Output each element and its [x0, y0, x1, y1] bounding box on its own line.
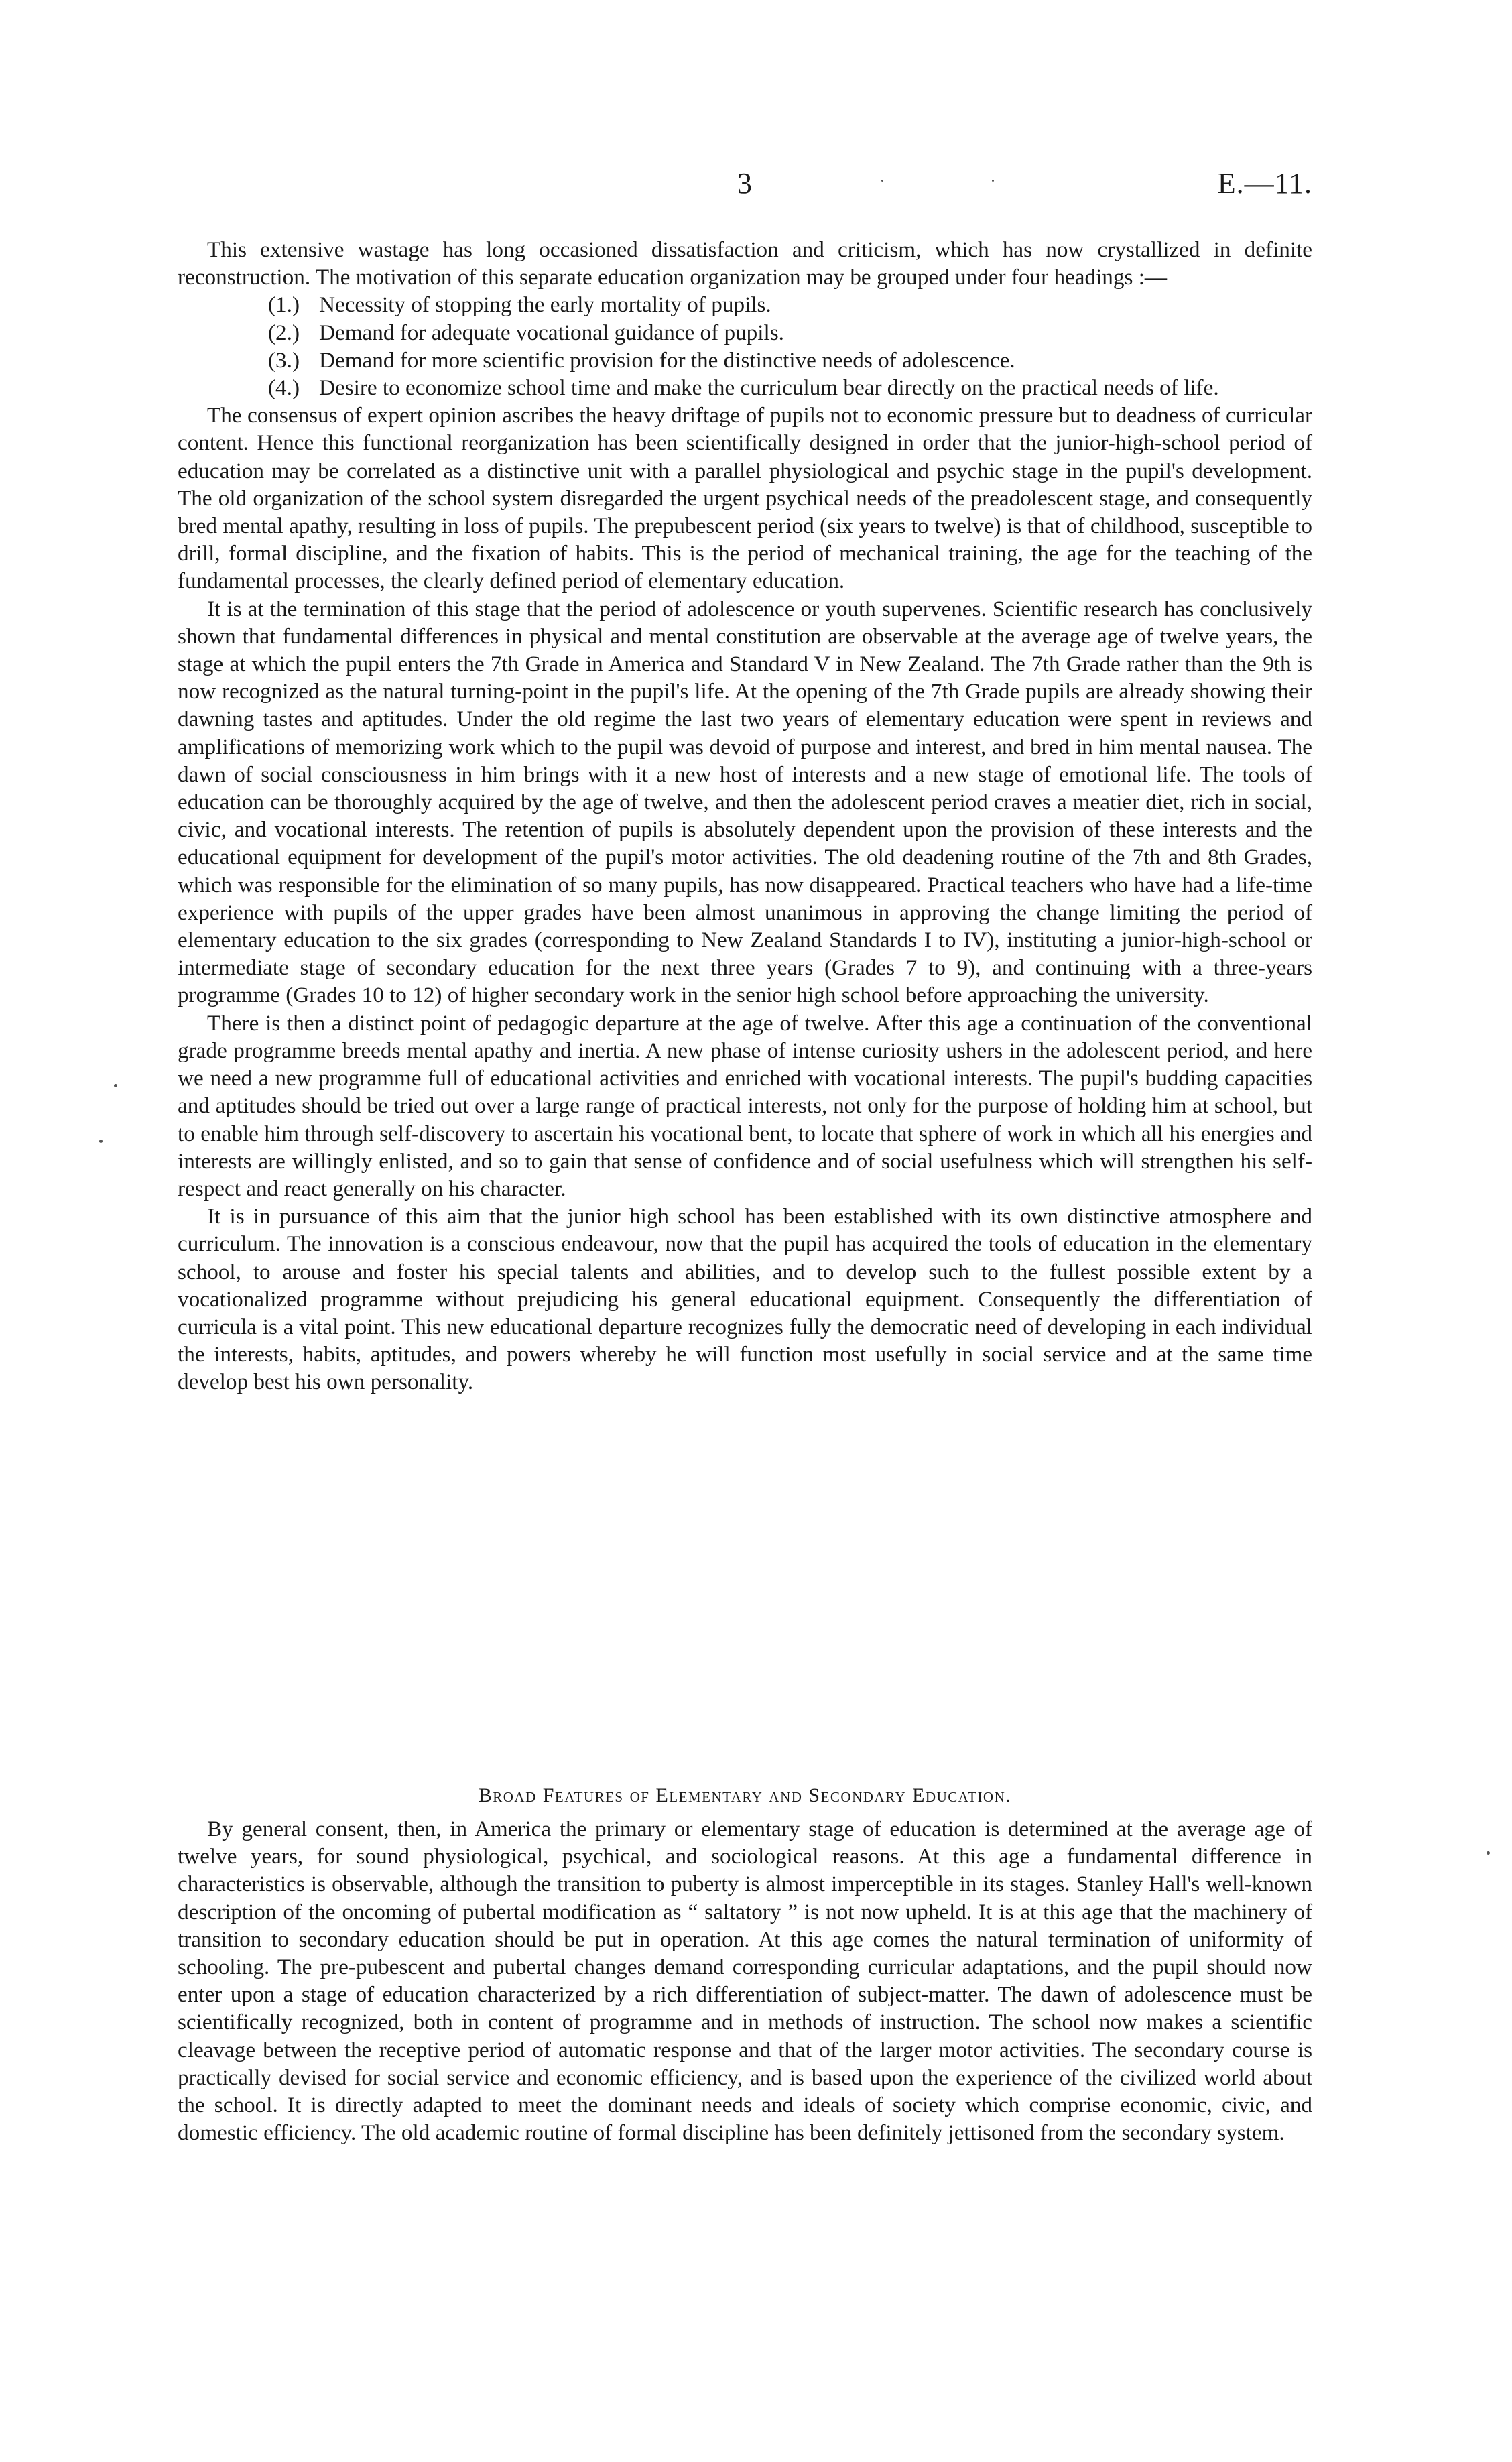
- body-paragraph: The consensus of expert opinion ascribes the heavy driftage of pupils not to economic pressure but to deadness of curricular content. Hence this functional reorganization has been scientifically designed in order that the junior-high-school period of education may be correlated as a distinctive unit with a parallel physiological and psychic stage in the pupil's development. The old organization of the school system disregarded the urgent psychical needs of the preadolescent stage, and consequently bred mental apathy, resulting in loss of pupils. The prepubescent period (six years to twelve) is that of childhood, susceptible to drill, formal discipline, and the fixation of habits. This is the period of mechanical training, the age for the teaching of the fundamental processes, the clearly defined period of elementary education.: [178, 403, 1312, 594]
- list-item-number: (2.): [268, 320, 300, 345]
- list-item-text: Demand for more scientific provision for the distinctive needs of adolescence.: [319, 347, 1015, 373]
- section-paragraph: By general consent, then, in America the primary or elementary stage of education is determined at the average age of twelve years, for sound physiological, psychical, and sociological reasons. At this age a fundamental difference in characteristics is observable, although the transition to puberty is almost imperceptible in its stages. Stanley Hall's well-known description of the oncoming of pubertal modification as “ saltatory ” is not now upheld. It is at this age that the machinery of transition to secondary education should be put in operation. At this age comes the natural termination of uniformity of schooling. The pre-pubescent and pubertal changes demand corresponding curricular adaptations, and the pupil should now enter upon a stage of education characterized by a rich differentiation of subject-matter. The dawn of adolescence must be scientifically recognized, both in content of programme and in methods of instruction. The school now makes a scientific cleavage between the receptive period of automatic response and that of the larger motor activities. The secondary course is practically devised for social service and economic efficiency, and is based upon the experience of the civilized world about the school. It is directly adapted to meet the dominant needs and ideals of society which comprise economic, civic, and domestic efficiency. The old academic routine of formal discipline has been definitely jettisoned from the secondary system.: [178, 1817, 1312, 2146]
- body-paragraph: It is at the termination of this stage that the period of adolescence or youth supervenes. Scientific research has conclusively shown that fundamental differences in physical and mental constitution are observable at the average age of twelve years, the stage at which the pupil enters the 7th Grade in America and Standard V in New Zealand. The 7th Grade rather than the 9th is now recognized as the natural turning-point in the pupil's life. At the opening of the 7th Grade pupils are already showing their dawning tastes and aptitudes. Under the old regime the last two years of elementary education were spent in reviews and amplifications of memorizing work which to the pupil was devoid of purpose and interest, and bred in him mental nausea. The dawn of social consciousness in him brings with it a new host of interests and a new stage of emotional life. The tools of education can be thoroughly acquired by the age of twelve, and then the adolescent period craves a meatier diet, rich in social, civic, and vocational interests. The retention of pupils is absolutely dependent upon the provision of these interests and the educational equipment for development of the pupil's motor activities. The old deadening routine of the 7th and 8th Grades, which was responsible for the elimination of so many pupils, has now disappeared. Practical teachers who have had a life-time experience with pupils of the upper grades have been almost unanimous in approving the change limiting the period of elementary education to the six grades (corresponding to New Zealand Standards I to IV), instituting a junior-high-school or intermediate stage of secondary education for the next three years (Grades 7 to 9), and continuing with a three-years programme (Grades 10 to 12) of higher secondary work in the senior high school before approaching the university.: [178, 596, 1312, 1008]
- list-item-text: Demand for adequate vocational guidance of pupils.: [319, 320, 784, 345]
- list-item-number: (1.): [268, 292, 300, 318]
- body-paragraph: There is then a distinct point of pedagogic departure at the age of twelve. After this age a continuation of the conventional grade programme breeds mental apathy and inertia. A new phase of intense curiosity ushers in the adolescent period, and here we need a new programme full of educational activities and enriched with vocational interests. The pupil's budding capacities and aptitudes should be tried out over a large range of practical interests, not only for the purpose of holding him at school, but to enable him through self-discovery to ascertain his vocational bent, to locate that sphere of work in which all his energies and interests are willingly enlisted, and so to gain that sense of confidence and of social usefulness which will strengthen his self-respect and react generally on his character.: [178, 1010, 1312, 1201]
- margin-speck: [881, 180, 883, 182]
- headings-list: [178, 291, 1312, 402]
- list-item-number: (3.): [268, 347, 300, 373]
- body-paragraph: It is in pursuance of this aim that the junior high school has been established with its own distinctive atmosphere and curriculum. The innovation is a conscious endeavour, now that the pupil has acquired the tools of education in the elementary school, to arouse and foster his special talents and abilities, and to develop such to the fullest possible extent by a vocationalized programme without prejudicing his general educational equipment. Consequently the differentiation of curricula is a vital point. This new educational departure recognizes fully the democratic need of developing in each individual the interests, habits, aptitudes, and powers whereby he will function most usefully in social service and at the same time develop best his own personality.: [178, 1204, 1312, 1395]
- list-item-text: Desire to economize school time and make the curriculum bear directly on the practical needs of life.: [319, 375, 1219, 401]
- section-body: [178, 1815, 1312, 2146]
- margin-speck: [114, 1084, 117, 1087]
- margin-speck: [1487, 1851, 1490, 1855]
- list-item: [268, 319, 1312, 347]
- intro-paragraph: This extensive wastage has long occasioned dissatisfaction and criticism, which has now crystallized in definite reconstruction. The motivation of this separate education organization may be grouped under four headings :—: [178, 237, 1312, 290]
- list-item: [268, 374, 1312, 402]
- list-item: [268, 347, 1312, 374]
- margin-speck: [992, 180, 994, 182]
- margin-speck: [99, 1140, 103, 1143]
- list-item: [268, 291, 1312, 318]
- body-text: [178, 236, 1312, 1396]
- document-reference: E.—11.: [1217, 167, 1312, 200]
- list-item-text: Necessity of stopping the early mortality of pupils.: [319, 292, 771, 318]
- list-item-number: (4.): [268, 375, 300, 401]
- page-header: [178, 166, 1312, 213]
- page-number: 3: [737, 167, 752, 200]
- section-heading: Broad Features of Elementary and Secondary Education.: [478, 1784, 1012, 1806]
